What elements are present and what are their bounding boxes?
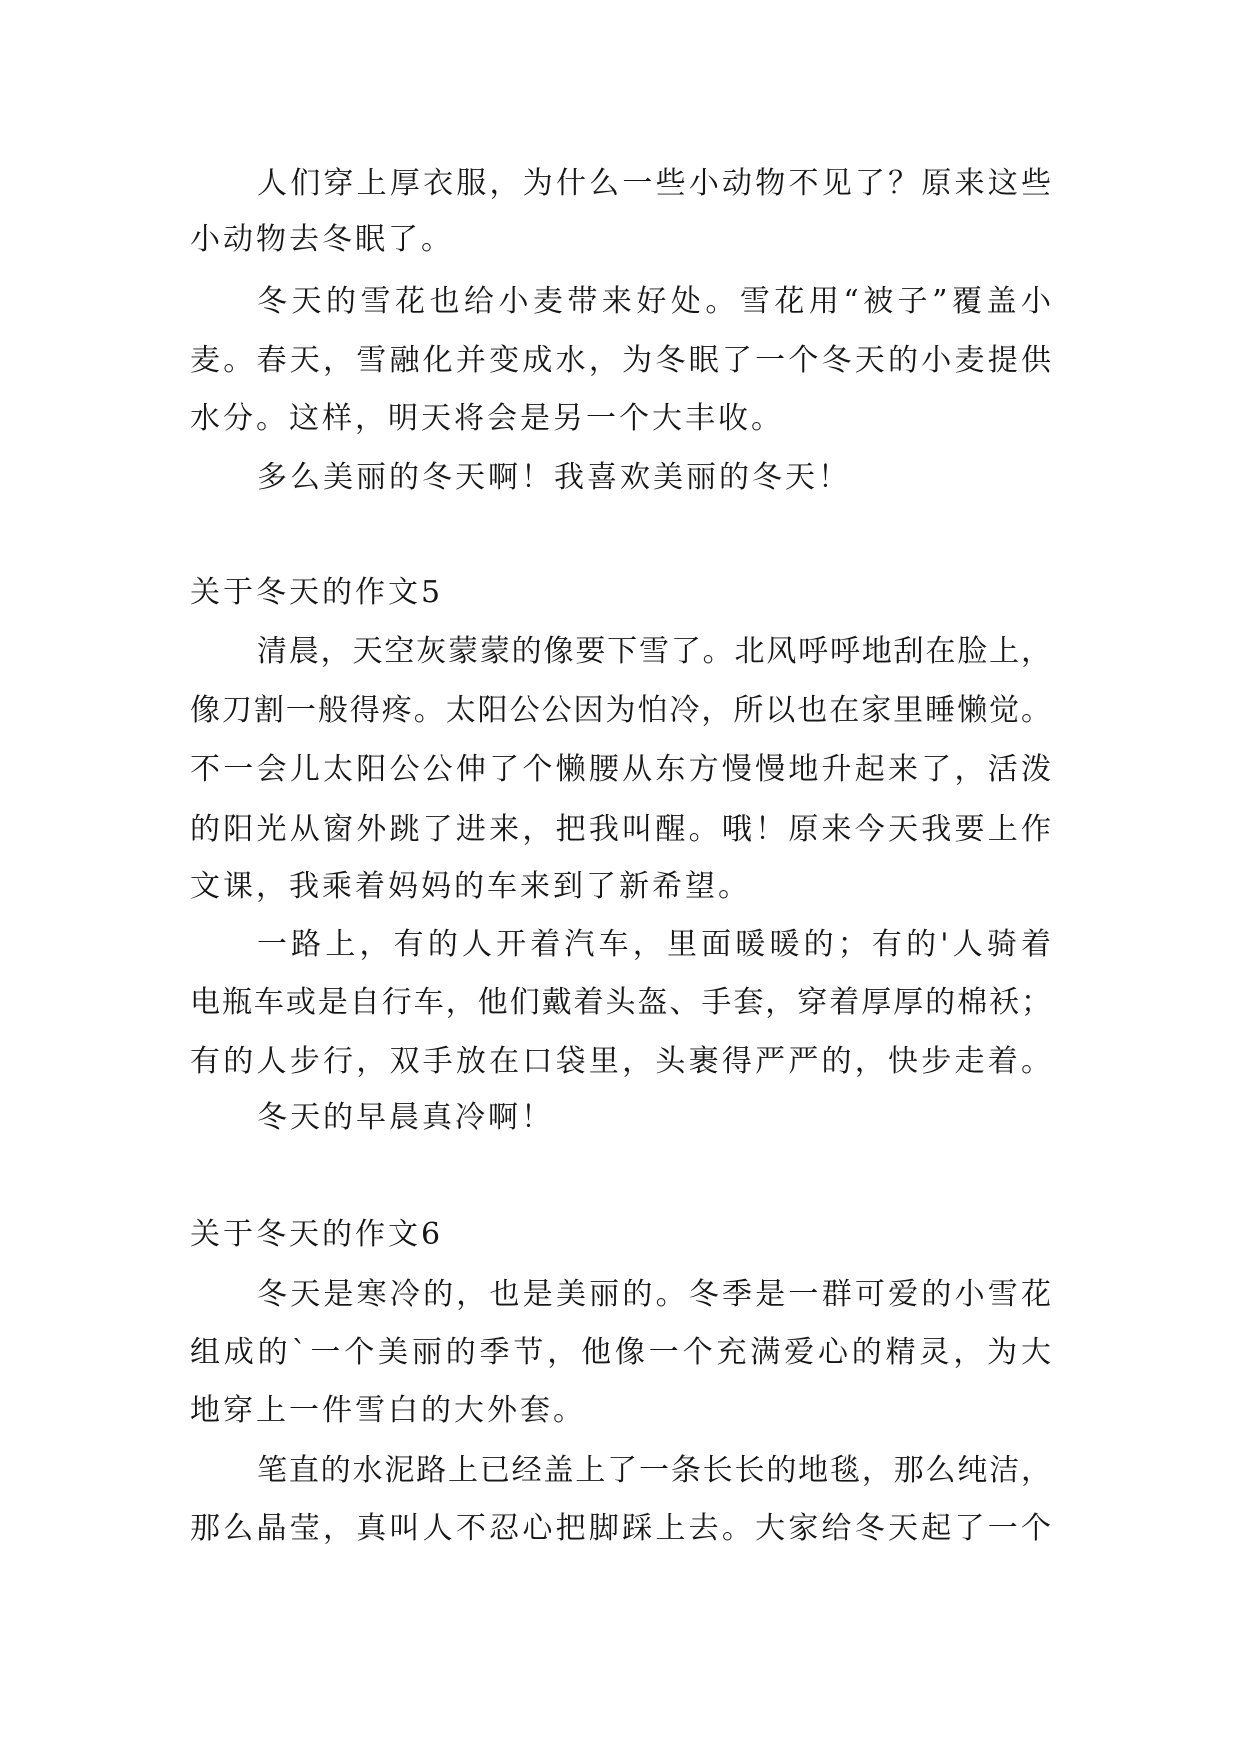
section-heading: 关于冬天的作文6 — [190, 1217, 444, 1252]
text-line: 冬天的雪花也给小麦带来好处。雪花用“被子”覆盖小 — [257, 284, 1051, 319]
text-line: 文课，我乘着妈妈的车来到了新希望。 — [190, 869, 751, 904]
text-line: 地穿上一件雪白的大外套。 — [190, 1393, 586, 1428]
text-line: 有的人步行，双手放在口袋里，头裹得严严的，快步走着。 — [190, 1044, 1051, 1079]
text-line: 那么晶莹，真叫人不忍心把脚踩上去。大家给冬天起了一个 — [190, 1511, 1051, 1546]
text-line: 水分。这样，明天将会是另一个大丰收。 — [190, 401, 784, 436]
section-heading: 关于冬天的作文5 — [190, 575, 444, 610]
text-line: 的阳光从窗外跳了进来，把我叫醒。哦！原来今天我要上作 — [190, 812, 1051, 847]
text-line: 组成的`一个美丽的季节，他像一个充满爱心的精灵，为大 — [190, 1335, 1051, 1370]
text-line: 笔直的水泥路上已经盖上了一条长长的地毯，那么纯洁， — [257, 1453, 1051, 1488]
text-line: 像刀割一般得疼。太阳公公因为怕冷，所以也在家里睡懒觉。 — [190, 693, 1051, 728]
text-line: 麦。春天，雪融化并变成水，为冬眠了一个冬天的小麦提供 — [190, 343, 1051, 378]
text-line: 多么美丽的冬天啊！我喜欢美丽的冬天！ — [257, 460, 851, 495]
text-line: 电瓶车或是自行车，他们戴着头盔、手套，穿着厚厚的棉袄； — [190, 985, 1051, 1020]
text-line: 冬天是寒冷的，也是美丽的。冬季是一群可爱的小雪花 — [257, 1277, 1051, 1312]
text-line: 冬天的早晨真冷啊！ — [257, 1100, 554, 1135]
text-line: 清晨，天空灰蒙蒙的像要下雪了。北风呼呼地刮在脸上， — [257, 634, 1051, 669]
text-line: 一路上，有的人开着汽车，里面暖暖的；有的'人骑着 — [257, 927, 1051, 962]
text-line: 小动物去冬眠了。 — [190, 222, 454, 257]
text-line: 不一会儿太阳公公伸了个懒腰从东方慢慢地升起来了，活泼 — [190, 752, 1051, 787]
text-line: 人们穿上厚衣服，为什么一些小动物不见了？原来这些 — [257, 166, 1051, 201]
